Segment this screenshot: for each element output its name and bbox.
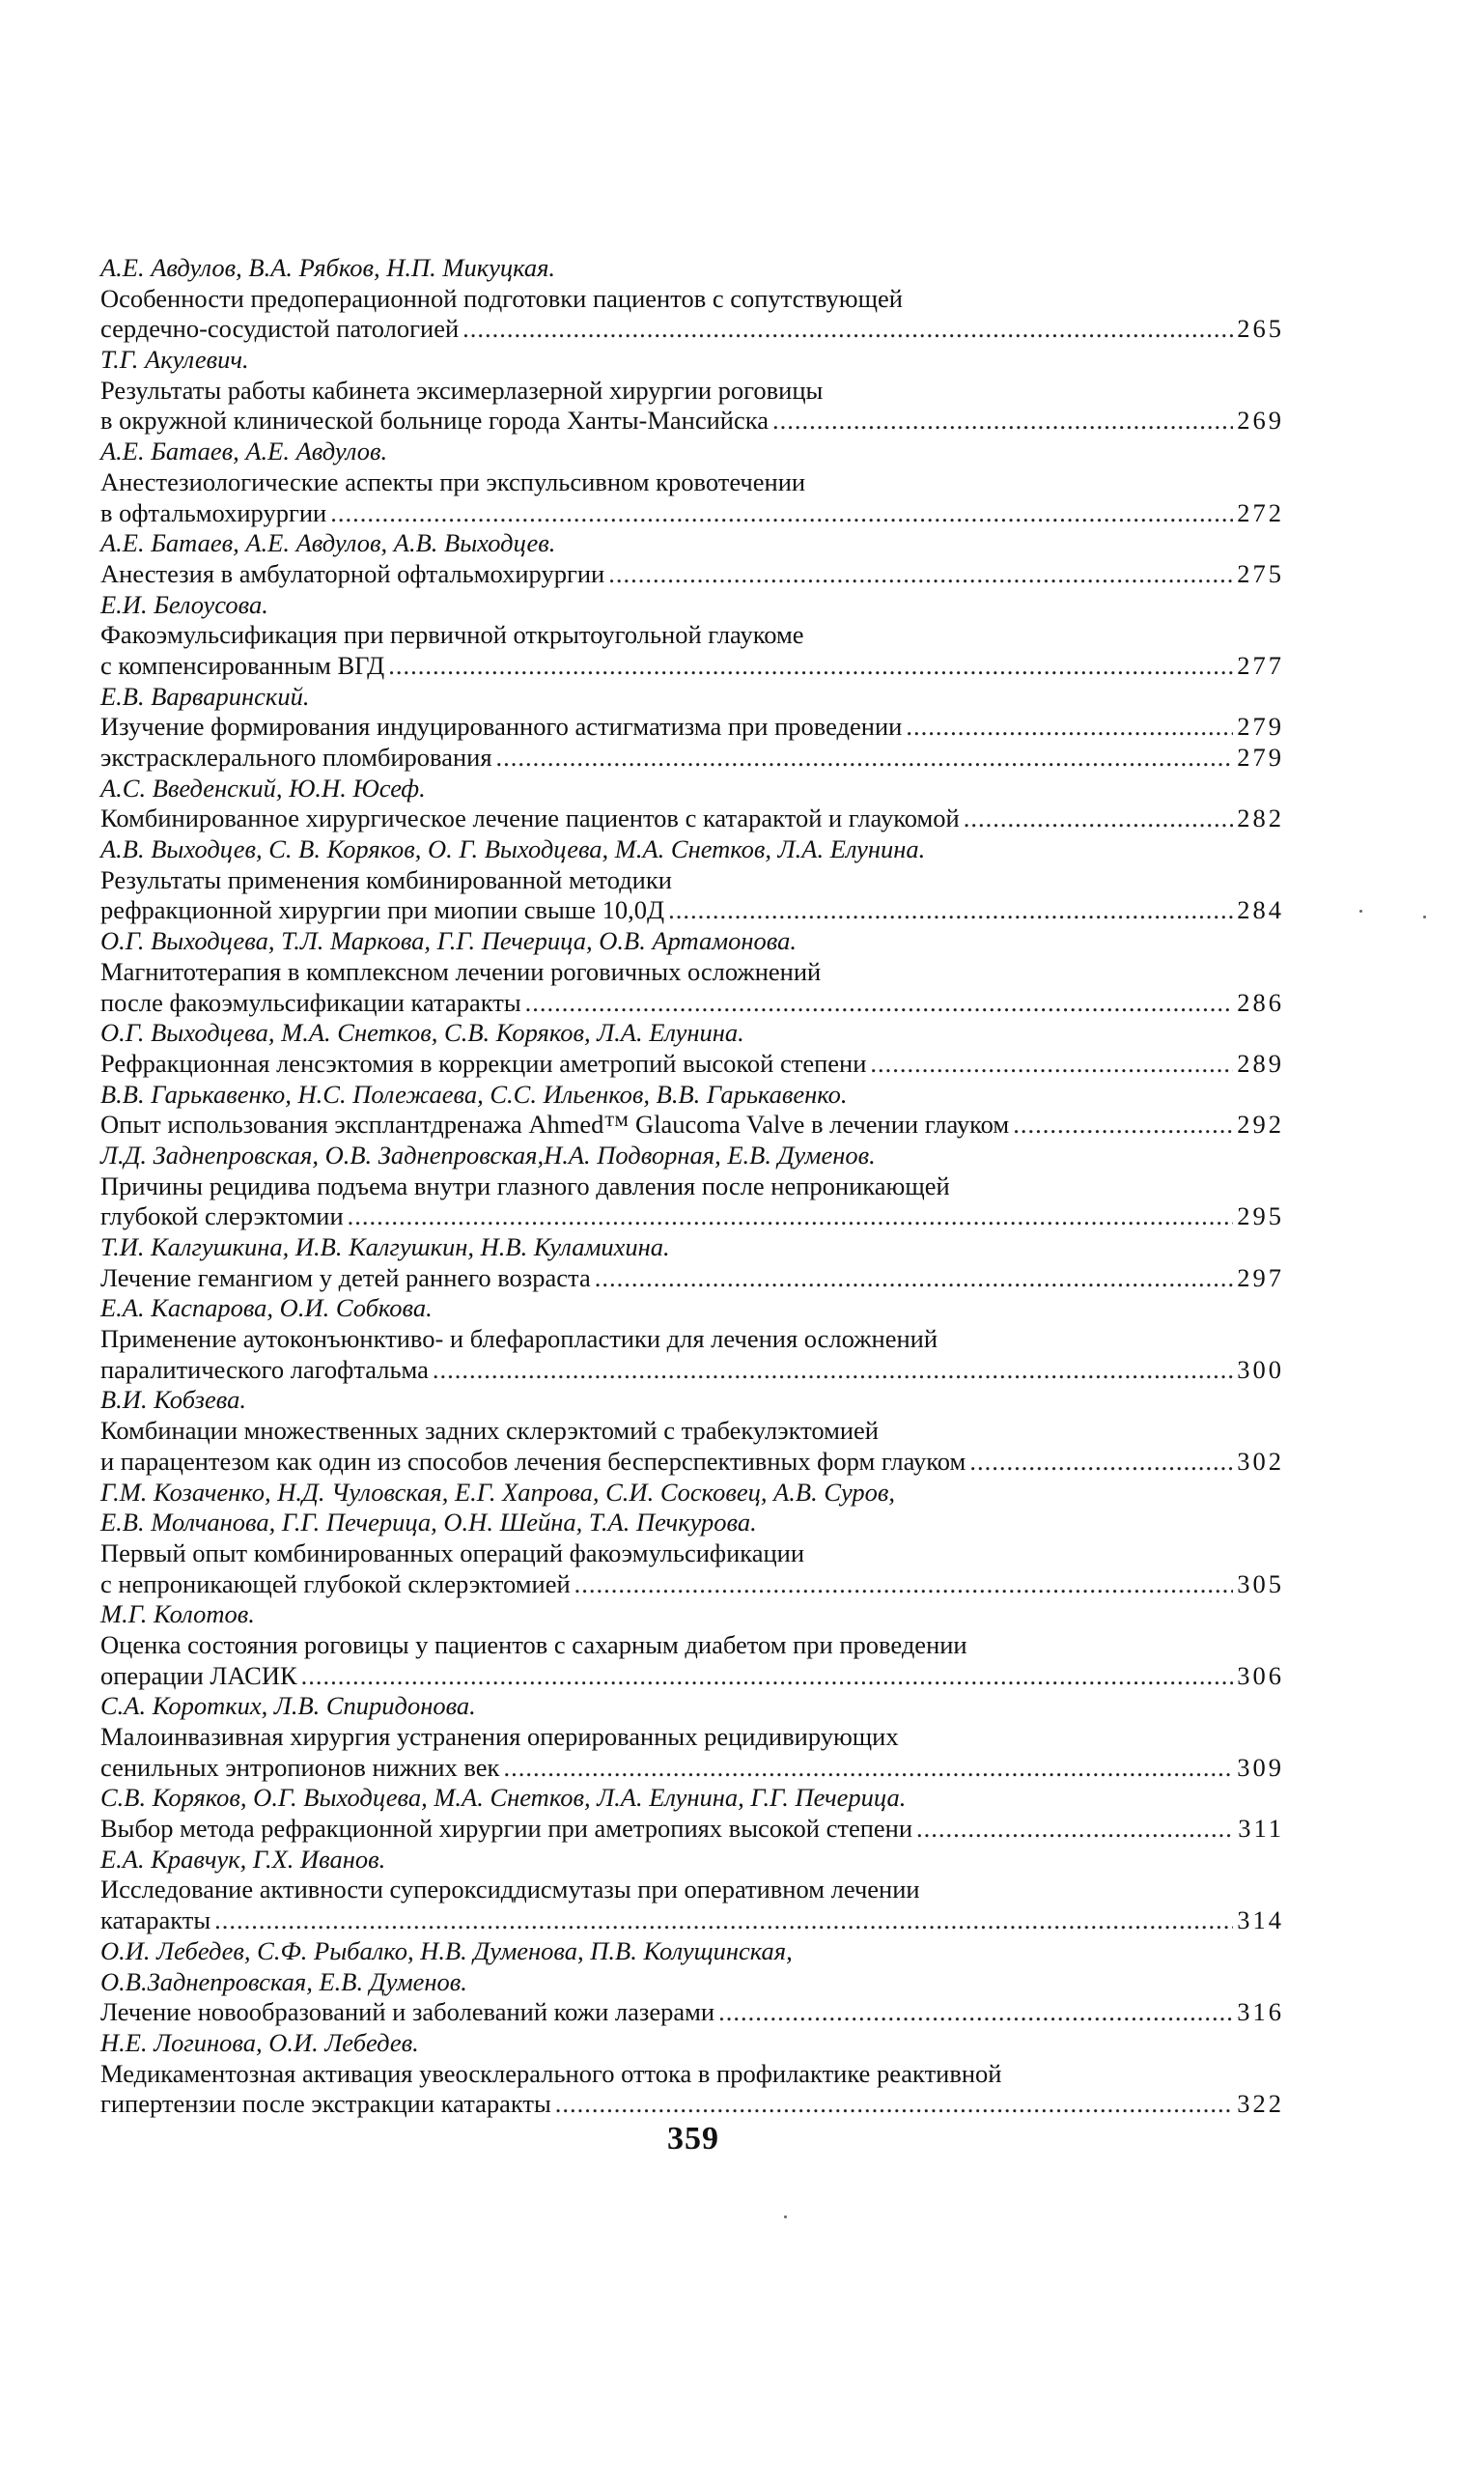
entry-page-number: 286 xyxy=(1237,987,1284,1017)
entry-title-line xyxy=(100,2059,1284,2090)
entry-title: после факоэмульсификации катаракты xyxy=(100,987,521,1017)
entry-title: операции ЛАСИК xyxy=(100,1660,297,1690)
toc-entry xyxy=(100,1478,1284,1600)
entry-title-line xyxy=(100,895,1284,926)
entry-title: и парацентезом как один из способов лечения бесперспективных форм глауком xyxy=(100,1446,966,1476)
entry-authors: А.Е. Авдулов, В.А. Рябков, Н.П. Микуцкая. xyxy=(100,253,556,282)
entry-title-line xyxy=(100,1538,1284,1569)
toc-entry xyxy=(100,1936,1284,2028)
entry-title: в окружной клинической больнице города Ханты-Мансийска xyxy=(100,406,769,436)
entry-title-line xyxy=(100,651,1284,682)
entry-authors: А.Е. Батаев, А.Е. Авдулов. xyxy=(100,437,388,466)
dot-leader xyxy=(595,1263,1234,1294)
entry-title-line xyxy=(100,467,1284,498)
entry-title: катаракты xyxy=(100,1905,211,1935)
entry-title-line xyxy=(100,498,1284,529)
entry-authors: О.Г. Выходцева, Т.Л. Маркова, Г.Г. Печерица, О.В. Артамонова. xyxy=(100,926,797,956)
entry-page-number: 297 xyxy=(1237,1262,1284,1292)
entry-title: Опыт использования эксплантдренажа Ahmed™ Glaucoma Valve в лечении глауком xyxy=(100,1110,1010,1140)
toc-entry xyxy=(100,1385,1284,1477)
entry-authors: Е.В. Молчанова, Г.Г. Печерица, О.Н. Шейна, Т.А. Печкурова. xyxy=(100,1508,757,1537)
entry-title: с компенсированным ВГД xyxy=(100,650,385,680)
entry-authors: Г.М. Козаченко, Н.Д. Чуловская, Е.Г. Хапрова, С.И. Сосковец, А.В. Суров, xyxy=(100,1477,896,1507)
entry-page-number: 314 xyxy=(1237,1905,1284,1935)
toc-entry xyxy=(100,1691,1284,1783)
entry-page-number: 275 xyxy=(1237,558,1284,588)
entry-authors: А.Е. Батаев, А.Е. Авдулов, А.В. Выходцев. xyxy=(100,528,556,558)
toc-entry xyxy=(100,2028,1284,2120)
entry-page-number: 279 xyxy=(1237,743,1284,772)
entry-title-line xyxy=(100,1569,1284,1600)
entry-authors: Л.Д. Заднепровская, О.В. Заднепровская,Н.А. Подворная, Е.В. Думенов. xyxy=(100,1140,876,1170)
entry-title-line xyxy=(100,1905,1284,1936)
entry-title-line xyxy=(100,1324,1284,1355)
entry-page-number: 295 xyxy=(1237,1201,1284,1231)
dot-leader xyxy=(348,1201,1234,1232)
dot-leader xyxy=(462,314,1233,345)
dot-leader xyxy=(964,804,1234,834)
entry-title-line xyxy=(100,1049,1284,1080)
entry-title-line xyxy=(100,2089,1284,2120)
toc-entry xyxy=(100,437,1284,528)
entry-page-number: 302 xyxy=(1237,1446,1284,1476)
toc-entry xyxy=(100,1599,1284,1691)
toc-entry xyxy=(100,1232,1284,1293)
entry-authors: О.Г. Выходцева, М.А. Снетков, С.В. Коряков, Л.А. Елунина. xyxy=(100,1018,744,1048)
entry-page-number: 292 xyxy=(1237,1110,1284,1140)
entry-title: Анестезия в амбулаторной офтальмохирургии xyxy=(100,558,605,588)
entry-page-number: 279 xyxy=(1237,712,1284,742)
entry-title: глубокой слерэктомии xyxy=(100,1201,344,1231)
entry-title: Факоэмульсификация при первичной открытоугольной глаукоме xyxy=(100,620,804,650)
entry-title: Причины рецидива подъема внутри глазного давления после непроникающей xyxy=(100,1170,950,1200)
entry-title: паралитического лагофтальма xyxy=(100,1354,429,1384)
entry-authors: О.В.Заднепровская, Е.В. Думенов. xyxy=(100,1966,467,1996)
dot-leader xyxy=(772,406,1233,437)
entry-title-line xyxy=(100,1416,1284,1447)
entry-title: Оценка состояния роговицы у пациентов с сахарным диабетом при проведении xyxy=(100,1629,967,1659)
dot-leader xyxy=(214,1905,1233,1936)
entry-page-number: 316 xyxy=(1237,1997,1284,2027)
toc-entry xyxy=(100,1018,1284,1079)
entry-title: Комбинированное хирургическое лечение пациентов с катарактой и глаукомой xyxy=(100,804,960,833)
entry-authors: А.С. Введенский, Ю.Н. Юсеф. xyxy=(100,773,426,803)
entry-title: Комбинации множественных задних склерэктомий с трабекулэктомией xyxy=(100,1416,879,1446)
entry-page-number: 305 xyxy=(1237,1568,1284,1598)
toc-entry xyxy=(100,682,1284,743)
entry-page-number: 269 xyxy=(1237,406,1284,436)
entry-title: Первый опыт комбинированных операций факоэмульсификации xyxy=(100,1537,805,1567)
toc-entry xyxy=(100,528,1284,589)
entry-title: Изучение формирования индуцированного астигматизма при проведении xyxy=(100,712,903,742)
entry-authors: Е.А. Кравчук, Г.Х. Иванов. xyxy=(100,1844,386,1874)
entry-title: Результаты применения комбинированной методики xyxy=(100,864,672,894)
entry-title-line xyxy=(100,1814,1284,1845)
toc-entry xyxy=(100,774,1284,834)
entry-authors: Н.Е. Логинова, О.И. Лебедев. xyxy=(100,2027,419,2057)
entry-title-line xyxy=(100,988,1284,1019)
entry-page-number: 272 xyxy=(1237,497,1284,527)
entry-page-number: 300 xyxy=(1237,1354,1284,1384)
entry-title-line xyxy=(100,865,1284,896)
dot-leader xyxy=(388,651,1233,682)
entry-title: с непроникающей глубокой склерэктомией xyxy=(100,1568,571,1598)
dot-leader xyxy=(301,1661,1234,1692)
entry-page-number: 309 xyxy=(1237,1752,1284,1782)
entry-title: Малоинвазивная хирургия устранения оперированных рецидивирующих xyxy=(100,1722,899,1751)
entry-authors: М.Г. Колотов. xyxy=(100,1599,255,1629)
toc-entry xyxy=(100,926,1284,1018)
entry-page-number: 289 xyxy=(1237,1048,1284,1078)
toc-entry xyxy=(100,1141,1284,1232)
entry-title-line xyxy=(100,957,1284,988)
scan-speck xyxy=(1359,910,1362,913)
entry-title: Результаты работы кабинета эксимерлазерной хирургии роговицы xyxy=(100,375,824,405)
dot-leader xyxy=(916,1814,1234,1845)
entry-title: Лечение новообразований и заболеваний кожи лазерами xyxy=(100,1997,715,2027)
entry-title: Исследование активности супероксиддисмутазы при оперативном лечении xyxy=(100,1875,920,1904)
entry-title-line xyxy=(100,804,1284,834)
entry-authors: С.А. Коротких, Л.В. Спиридонова. xyxy=(100,1691,476,1721)
entry-title: в офтальмохирургии xyxy=(100,497,327,527)
entry-title-line xyxy=(100,314,1284,345)
entry-page-number: 265 xyxy=(1237,314,1284,344)
toc-entry xyxy=(100,1783,1284,1844)
dot-leader xyxy=(496,743,1234,774)
entry-authors: А.В. Выходцев, С. В. Коряков, О. Г. Выходцева, М.А. Снетков, Л.А. Елунина. xyxy=(100,834,926,864)
entry-title: сердечно-сосудистой патологией xyxy=(100,314,460,344)
entry-title-line xyxy=(100,1661,1284,1692)
entry-authors: Т.И. Калгушкина, И.В. Калгушкин, Н.В. Куламихина. xyxy=(100,1232,670,1261)
entry-authors: В.В. Гарькавенко, Н.С. Полежаева, С.С. Ильенков, В.В. Гарькавенко. xyxy=(100,1079,848,1109)
entry-page-number: 284 xyxy=(1237,895,1284,925)
toc-entry xyxy=(100,345,1284,437)
entry-title: Лечение гемангиом у детей раннего возраста xyxy=(100,1262,591,1292)
entry-page-number: 311 xyxy=(1238,1814,1284,1844)
dot-leader xyxy=(969,1447,1233,1478)
toc-entry xyxy=(100,590,1284,682)
entry-title-line xyxy=(100,1997,1284,2028)
dot-leader xyxy=(525,988,1234,1019)
dot-leader xyxy=(870,1049,1233,1080)
dot-leader xyxy=(718,1997,1233,2028)
dot-leader xyxy=(906,712,1233,743)
entry-title-line xyxy=(100,1753,1284,1784)
entry-page-number: 306 xyxy=(1237,1660,1284,1690)
entry-authors: О.И. Лебедев, С.Ф. Рыбалко, Н.В. Думенова, П.В. Колущинская, xyxy=(100,1935,793,1965)
toc-entry xyxy=(100,253,1284,345)
entry-title-line xyxy=(100,376,1284,407)
entry-title: Анестезиологические аспекты при экспульсивном кровотечении xyxy=(100,466,806,496)
entry-title-line xyxy=(100,1722,1284,1753)
dot-leader xyxy=(555,2089,1233,2120)
toc-entry xyxy=(100,743,1284,774)
entry-title: Выбор метода рефракционной хирургии при аметропиях высокой степени xyxy=(100,1814,913,1844)
entry-title: экстрасклерального пломбирования xyxy=(100,743,492,772)
entry-title: рефракционной хирургии при миопии свыше 10,0Д xyxy=(100,895,665,925)
toc-entry xyxy=(100,1080,1284,1141)
dot-leader xyxy=(668,895,1233,926)
entry-title: гипертензии после экстракции катаракты xyxy=(100,2089,551,2119)
dot-leader xyxy=(433,1355,1233,1386)
entry-title-line xyxy=(100,712,1284,743)
entry-title-line xyxy=(100,284,1284,315)
entry-title-line xyxy=(100,1875,1284,1905)
entry-title-line xyxy=(100,743,1284,774)
dot-leader xyxy=(503,1753,1233,1784)
dot-leader xyxy=(330,498,1233,529)
dot-leader xyxy=(1013,1110,1233,1141)
entry-authors: Т.Г. Акулевич. xyxy=(100,345,249,375)
entry-title: Медикаментозная активация увеосклерального оттока в профилактике реактивной xyxy=(100,2058,1002,2088)
entry-authors: Е.И. Белоусова. xyxy=(100,589,268,619)
entry-title: Магнитотерапия в комплексном лечении роговичных осложнений xyxy=(100,956,822,986)
entry-title-line xyxy=(100,559,1284,590)
table-of-contents xyxy=(100,253,1284,2120)
entry-page-number: 277 xyxy=(1237,650,1284,680)
toc-entry xyxy=(100,834,1284,926)
entry-title-line xyxy=(100,1171,1284,1202)
entry-authors: С.В. Коряков, О.Г. Выходцева, М.А. Снетков, Л.А. Елунина, Г.Г. Печерица. xyxy=(100,1783,907,1813)
entry-title: Применение аутоконъюнктиво- и блефаропластики для лечения осложнений xyxy=(100,1324,938,1354)
entry-title: Рефракционная ленсэктомия в коррекции аметропий высокой степени xyxy=(100,1048,867,1078)
entry-page-number: 322 xyxy=(1237,2089,1284,2119)
entry-title-line xyxy=(100,1201,1284,1232)
entry-title-line xyxy=(100,1630,1284,1661)
entry-title: сенильных энтропионов нижних век xyxy=(100,1752,500,1782)
dot-leader xyxy=(574,1569,1234,1600)
page-number: 359 xyxy=(667,2121,719,2157)
scan-speck xyxy=(1423,916,1426,918)
entry-title: Особенности предоперационной подготовки пациентов с сопутствующей xyxy=(100,283,903,313)
entry-title-line xyxy=(100,1447,1284,1478)
entry-authors: Е.А. Каспарова, О.И. Собкова. xyxy=(100,1293,433,1323)
entry-title-line xyxy=(100,620,1284,651)
entry-page-number: 282 xyxy=(1237,804,1284,833)
entry-title-line xyxy=(100,1263,1284,1294)
scan-speck xyxy=(784,2215,787,2218)
dot-leader xyxy=(608,559,1233,590)
toc-entry xyxy=(100,1845,1284,1936)
entry-authors: В.И. Кобзева. xyxy=(100,1385,246,1415)
toc-entry xyxy=(100,1293,1284,1385)
entry-title-line xyxy=(100,1355,1284,1386)
entry-authors: Е.В. Варваринский. xyxy=(100,681,310,711)
entry-title-line xyxy=(100,1110,1284,1141)
entry-title-line xyxy=(100,406,1284,437)
